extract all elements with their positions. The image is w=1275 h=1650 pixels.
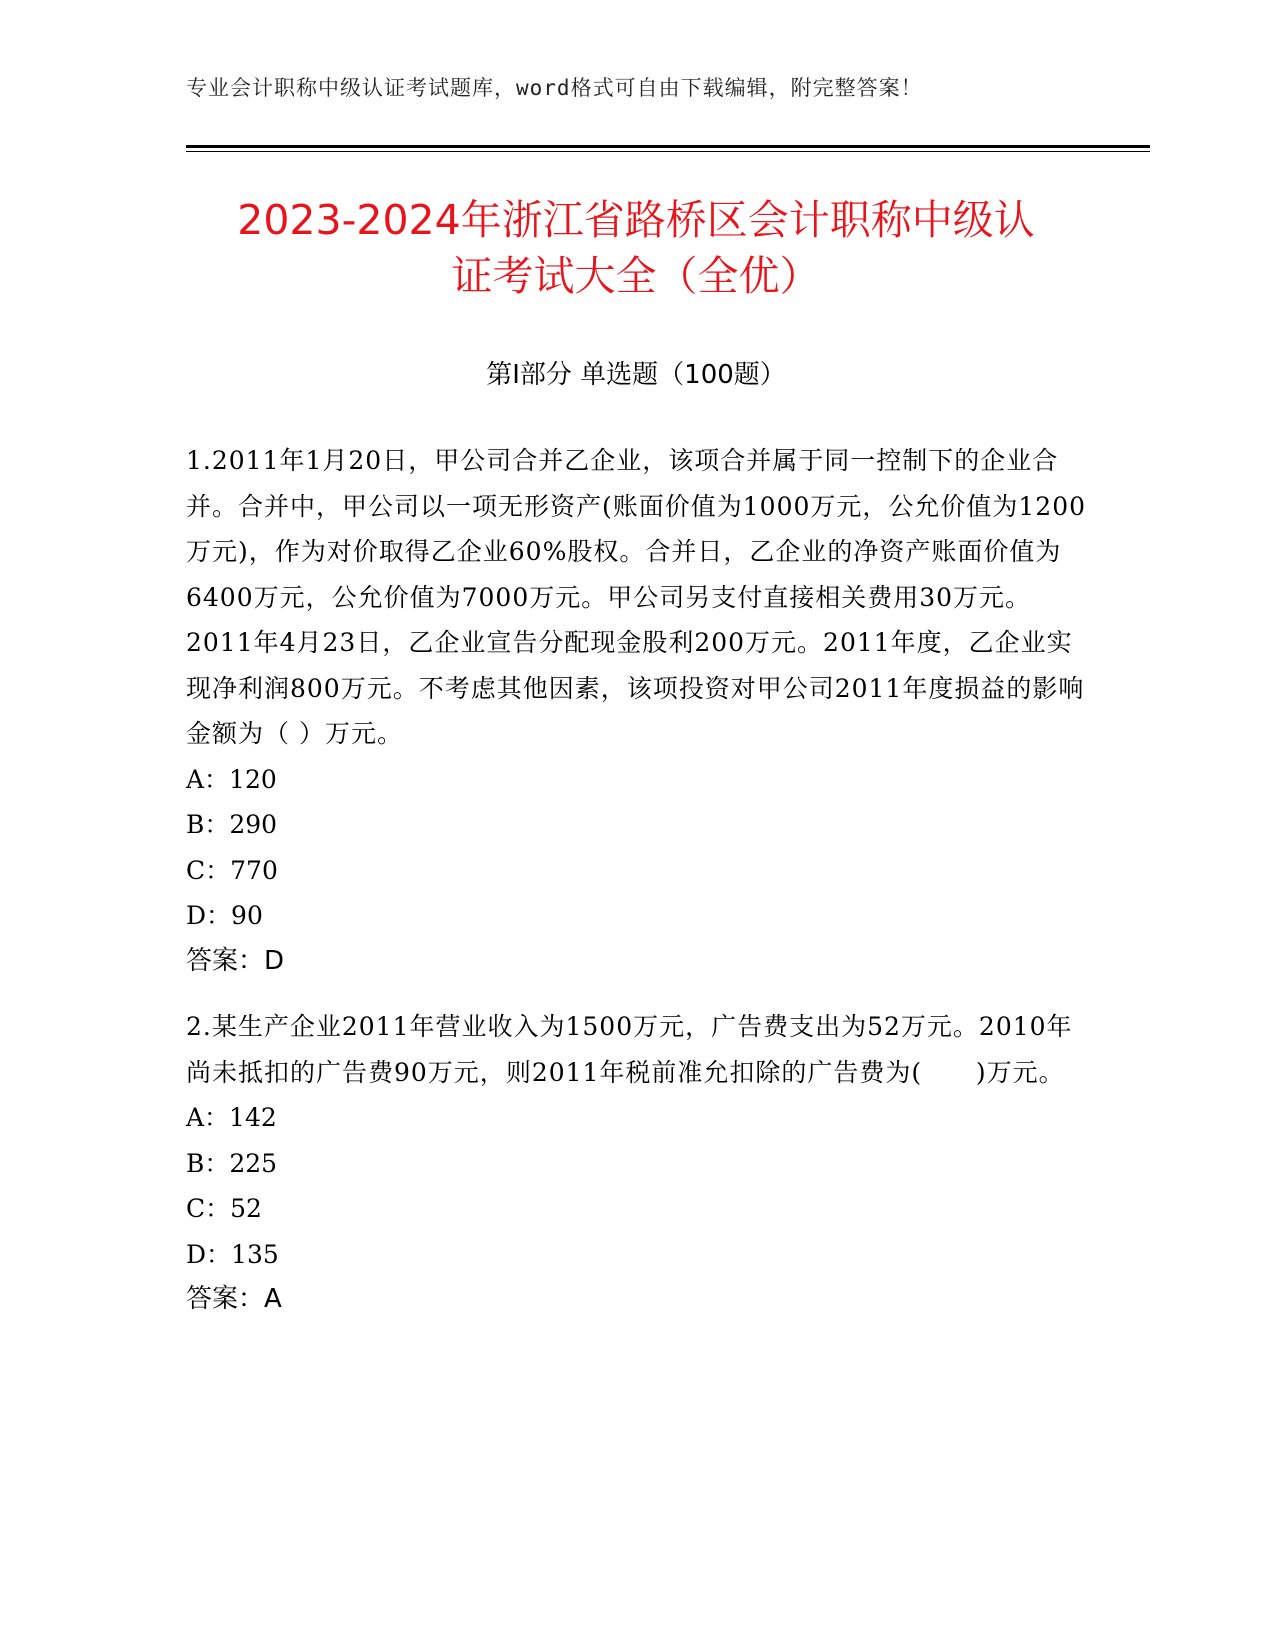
header-rule-thick	[186, 145, 1150, 148]
answer-label: 答案：A	[186, 1284, 282, 1314]
option-d: D：90	[186, 901, 263, 930]
header-rule-thin	[186, 151, 1150, 152]
question-2	[186, 1004, 1086, 1323]
option-c: C：770	[186, 855, 278, 885]
option-a: A：142	[186, 1103, 277, 1132]
option-a: A：120	[186, 764, 277, 794]
document-title-line-1: 2023-2024年浙江省路桥区会计职称中级认	[237, 196, 1035, 244]
section-heading: 第Ⅰ部分 单选题（100题）	[486, 360, 786, 390]
question-1	[186, 438, 1086, 984]
option-b: B：225	[186, 1148, 278, 1178]
header-note: 专业会计职称中级认证考试题库，word格式可自由下载编辑，附完整答案！	[186, 76, 923, 100]
option-d: D：135	[186, 1239, 279, 1269]
document-title	[186, 192, 1086, 304]
option-b: B：290	[186, 810, 278, 839]
option-c: C：52	[186, 1194, 262, 1223]
document-title-line-2: 证考试大全（全优）	[451, 252, 821, 300]
question-stem: 2.某生产企业2011年营业收入为1500万元，广告费支出为52万元。2010年尚未抵扣的广告费90万元，则2011年税前准允扣除的广告费为( )万元。	[186, 1012, 1073, 1087]
question-stem: 1.2011年1月20日，甲公司合并乙企业，该项合并属于同一控制下的企业合并。合并中，甲公司以一项无形资产(账面价值为1000万元，公允价值为1200万元)，作为对价取得乙企业60%股权。合并日，乙企业的净资产账面价值为6400万元，公允价值为7000万元。甲公司另支付直接相关费用30万元。2011年4月23日，乙企业宣告分配现金股利200万元。2011年度，乙企业实现净利润800万元。不考虑其他因素，该项投资对甲公司2011年度损益的影响金额为（ ）万元。	[186, 446, 1087, 748]
answer-label: 答案：D	[186, 945, 285, 976]
